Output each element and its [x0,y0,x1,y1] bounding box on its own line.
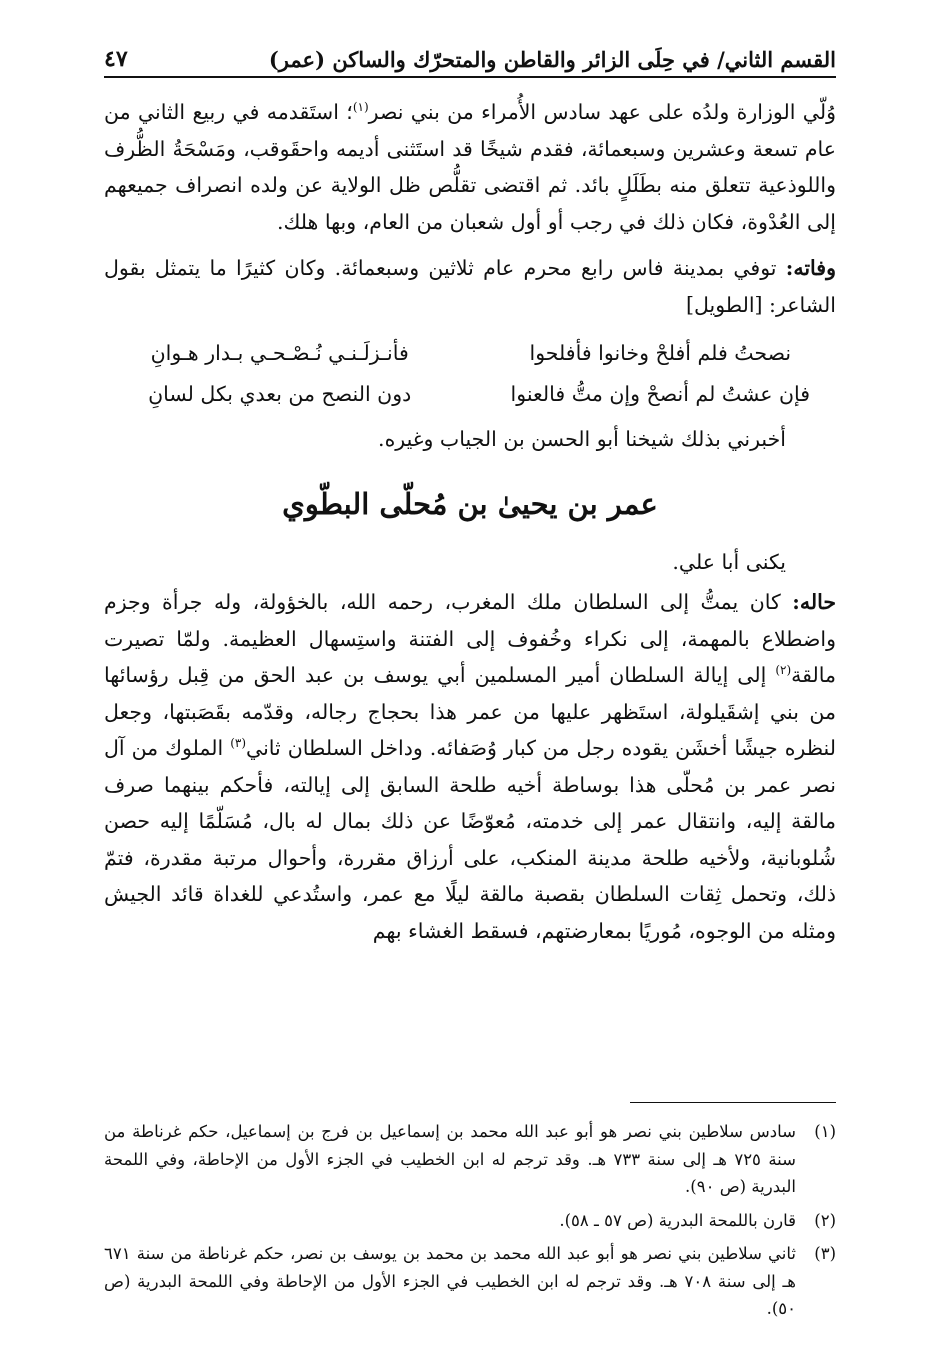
hemistich-left: فأنـزلَـنـي نُـصْـحـي بـدار هـوانِ [150,341,409,365]
paragraph-condition [104,584,836,949]
death-lead: وفاته: [785,256,836,280]
poem-verse [104,374,836,415]
footnote-item [104,1207,836,1235]
condition-part-3: الملوك من آل نصر عمر بن مُحلّى هذا بوساطة أخيه طلحة السابق إلى إيالته، فأحكم بينهما صرف مالقة إليه، وانتقال عمر إلى خدمته، مُعوّضًا عن ذلك بمال له بال، مُسَلّمًا إليه حصن شُلوبانية، ولأخيه طلحة مدينة المنكب، على أرزاق مقررة، وأحوال مرتبة مقدرة، فتمّ ذلك، وتحمل ثِقات السلطان بقصبة مالقة ليلًا مع عمر، واستُدعي للغداة قائد الجيش ومثله من الوجوه، مُوريًا بمعارضتهم، فسقط الغشاء بهم [104,736,836,943]
biography-title: عمر بن يحيىٰ بن مُحلّى البطّوي [282,486,658,521]
main-text [104,94,836,949]
footnote-text: قارن باللمحة البدرية (ص ٥٧ ـ ٥٨). [559,1210,796,1230]
paragraph-1 [104,94,836,240]
footnote-number: (٣) [814,1244,836,1263]
page-header [104,42,836,78]
paragraph-kunya: يكنى أبا علي. [672,549,786,574]
footnote-text: سادس سلاطين بني نصر هو أبو عبد الله محمد بن إسماعيل بن فرج بن إسماعيل، حكم غرناطة من سنة ٧٢٥ هـ إلى سنة ٧٣٣ هـ. وقد ترجم له ابن الخطيب في الجزء الأول من الإحاطة، وفي اللمحة البدرية (ص ٩٠). [104,1122,796,1196]
condition-part-2: إلى إيالة السلطان أمير المسلمين أبي يوسف بن عبد الحق من قِبل رؤسائها من بني إشقَيلولة، استَظهر عليها من عمر هذا بحجاج رجاله، وقدّمه بقَصَبتها، وجعل لنظره جيشًا أخشَن يقوده رجل من كبار وُصَفائه. وداخل السلطان ثاني [104,663,836,760]
footnote-text: ثاني سلاطين بني نصر هو أبو عبد الله محمد بن محمد بن يوسف بن نصر، حكم غرناطة من سنة ٦٧١ هـ إلى سنة ٧٠٨ هـ. وقد ترجم له ابن الخطيب في الجزء الأول من الإحاطة وفي اللمحة البدرية (ص ٥٠). [104,1244,796,1318]
footnote-ref-2[interactable]: (٢) [775,663,792,678]
paragraph-1-part-2: ؛ استَقدمه في ربيع الثاني من عام تسعة وعشرين وسبعمائة، فقدم شيخًا قد استَثنى أديمه واحقَوقب، ومَسْحَةُ الظُّرف واللوذعية تتعلق منه بطَلَلٍ بائد. ثم اقتضى تقلُّص ظل الولاية عن ولده انصراف جميعهم إلى العُدْوة، فكان ذلك في رجب أو أول شعبان من العام، وبها هلك. [104,100,836,234]
footnote-item [104,1240,836,1323]
running-title: القسم الثاني/ في حِلَى الزائر والقاطن والمتحرّك والساكن (عمر) [268,47,836,72]
hemistich-right: فإن عشتُ لم أنصحْ وإن متُّ فالعنوا [510,382,811,406]
footnote-divider [630,1102,836,1103]
page-number: ٤٧ [104,46,128,72]
paragraph-death [104,250,836,323]
paragraph-informant: أخبرني بذلك شيخنا أبو الحسن بن الجياب وغيره. [378,427,786,451]
footnote-ref-1[interactable]: (١) [352,100,369,115]
footnote-ref-3[interactable]: (٣) [230,736,247,751]
footnote-item [104,1118,836,1201]
poem [104,333,836,415]
poem-verse [104,333,836,374]
footnotes [104,1118,836,1329]
footnote-number: (٢) [814,1210,836,1230]
hemistich-left: دون النصح من بعدي بكل لسانِ [148,382,412,406]
death-text: توفي بمدينة فاس رابع محرم عام ثلاثين وسبعمائة. وكان كثيرًا ما يتمثل بقول الشاعر: [الطويل] [104,256,836,317]
paragraph-1-part-1: وُلّي الوزارة ولدُه على عهد سادس الأُمراء من بني نصر [368,100,836,124]
condition-lead: حاله: [792,590,836,614]
footnote-number: (١) [814,1122,836,1141]
condition-part-1: كان يمتُّ إلى السلطان ملك المغرب، رحمه الله، بالخؤولة، وله جرأة وجزم واضطلاع بالمهمة، إلى نكراء وخُفوف إلى الفتنة واستِسهال العظيمة. ولمّا تصيرت مالقة [104,590,836,687]
hemistich-right: نصحتُ فلم أفلحْ وخانوا فأفلحوا [529,341,792,365]
